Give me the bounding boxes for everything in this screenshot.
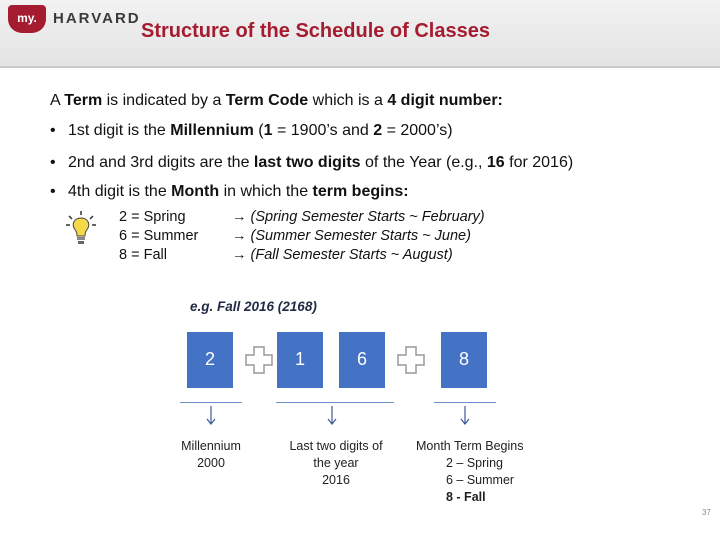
caption-line: 2000 <box>197 456 225 470</box>
bullet-bold: Millennium <box>170 122 254 139</box>
digit-box-year-ones: 6 <box>339 332 385 388</box>
bracket-line-millennium <box>180 402 242 403</box>
logo-prefix: my. <box>17 11 37 25</box>
month-code-fall: 8 = Fall <box>119 247 167 263</box>
month-note-list <box>232 208 485 265</box>
digit-box-year-tens: 1 <box>277 332 323 388</box>
bullet-bold: 1 <box>263 122 273 139</box>
bullet-year-digits <box>50 154 573 172</box>
bullet-bold: 16 <box>486 154 505 171</box>
down-arrow-icon <box>459 406 471 426</box>
plus-icon <box>244 345 274 375</box>
arrow-icon: → <box>232 228 247 244</box>
page-number: 37 <box>702 508 711 517</box>
caption-line: Last two digits of <box>289 439 383 453</box>
caption-line: 2016 <box>322 473 350 487</box>
month-note: (Summer Semester Starts ~ June) <box>250 228 471 244</box>
bullet-text: 2nd and 3rd digits are the <box>68 154 254 171</box>
arrow-icon: → <box>232 247 247 263</box>
intro-bold-digit-number: 4 digit number: <box>387 92 503 109</box>
intro-bold-term-code: Term Code <box>225 92 309 109</box>
caption-line: the year <box>313 456 359 470</box>
month-code-list <box>119 208 198 265</box>
bullet-text: ( <box>253 122 264 139</box>
header-divider <box>0 66 720 68</box>
bullet-bold: term begins: <box>312 183 409 200</box>
arrow-icon: → <box>232 209 247 225</box>
bullet-text: in which the <box>219 183 313 200</box>
bullet-text: 1st digit is the <box>68 122 171 139</box>
example-label: e.g. Fall 2016 (2168) <box>190 299 317 314</box>
intro-part: A <box>50 92 65 109</box>
month-code-summer: 6 = Summer <box>119 228 199 244</box>
bullet-bold: Month <box>171 183 220 200</box>
digit-box-millennium: 2 <box>187 332 233 388</box>
month-note-row <box>232 246 485 265</box>
bullet-bold: 2 <box>373 122 383 139</box>
caption-millennium <box>175 438 247 472</box>
bullet-millennium <box>50 122 453 140</box>
month-note-row <box>232 227 485 246</box>
caption-line: 2 – Spring <box>446 456 503 470</box>
bracket-line-year <box>276 402 394 403</box>
caption-heading: Month Term Begins <box>416 439 524 453</box>
down-arrow-icon <box>205 406 217 426</box>
slide-title: Structure of the Schedule of Classes <box>141 20 490 42</box>
caption-month <box>416 438 534 506</box>
month-note-row <box>232 208 485 227</box>
bullet-dot: • <box>50 154 56 171</box>
logo-wordmark: HARVARD <box>53 10 141 27</box>
caption-line: 8 - Fall <box>446 490 486 504</box>
bullet-dot: • <box>50 183 56 200</box>
intro-bold-term: Term <box>64 92 103 109</box>
bullet-text: = 2000’s) <box>382 122 453 139</box>
intro-part: is indicated by a <box>102 92 226 109</box>
lightbulb-icon <box>66 210 96 246</box>
caption-line: 6 – Summer <box>446 473 515 487</box>
intro-text <box>50 92 503 110</box>
caption-line: Millennium <box>181 439 241 453</box>
bullet-text: = 1900’s and <box>272 122 374 139</box>
bullet-text: of the Year (e.g., <box>360 154 487 171</box>
bullet-dot: • <box>50 122 56 139</box>
intro-part: which is a <box>308 92 388 109</box>
bullet-text: 4th digit is the <box>68 183 172 200</box>
month-note: (Spring Semester Starts ~ February) <box>250 209 485 225</box>
harvard-shield-logo[interactable] <box>8 5 46 33</box>
header-bar <box>0 0 720 68</box>
month-note: (Fall Semester Starts ~ August) <box>250 247 453 263</box>
bullet-text: for 2016) <box>504 154 574 171</box>
down-arrow-icon <box>326 406 338 426</box>
plus-icon <box>396 345 426 375</box>
bullet-month <box>50 183 409 201</box>
bracket-line-month <box>434 402 496 403</box>
caption-year <box>284 438 388 489</box>
month-code-spring: 2 = Spring <box>119 209 186 225</box>
bullet-bold: last two digits <box>253 154 361 171</box>
digit-box-month: 8 <box>441 332 487 388</box>
